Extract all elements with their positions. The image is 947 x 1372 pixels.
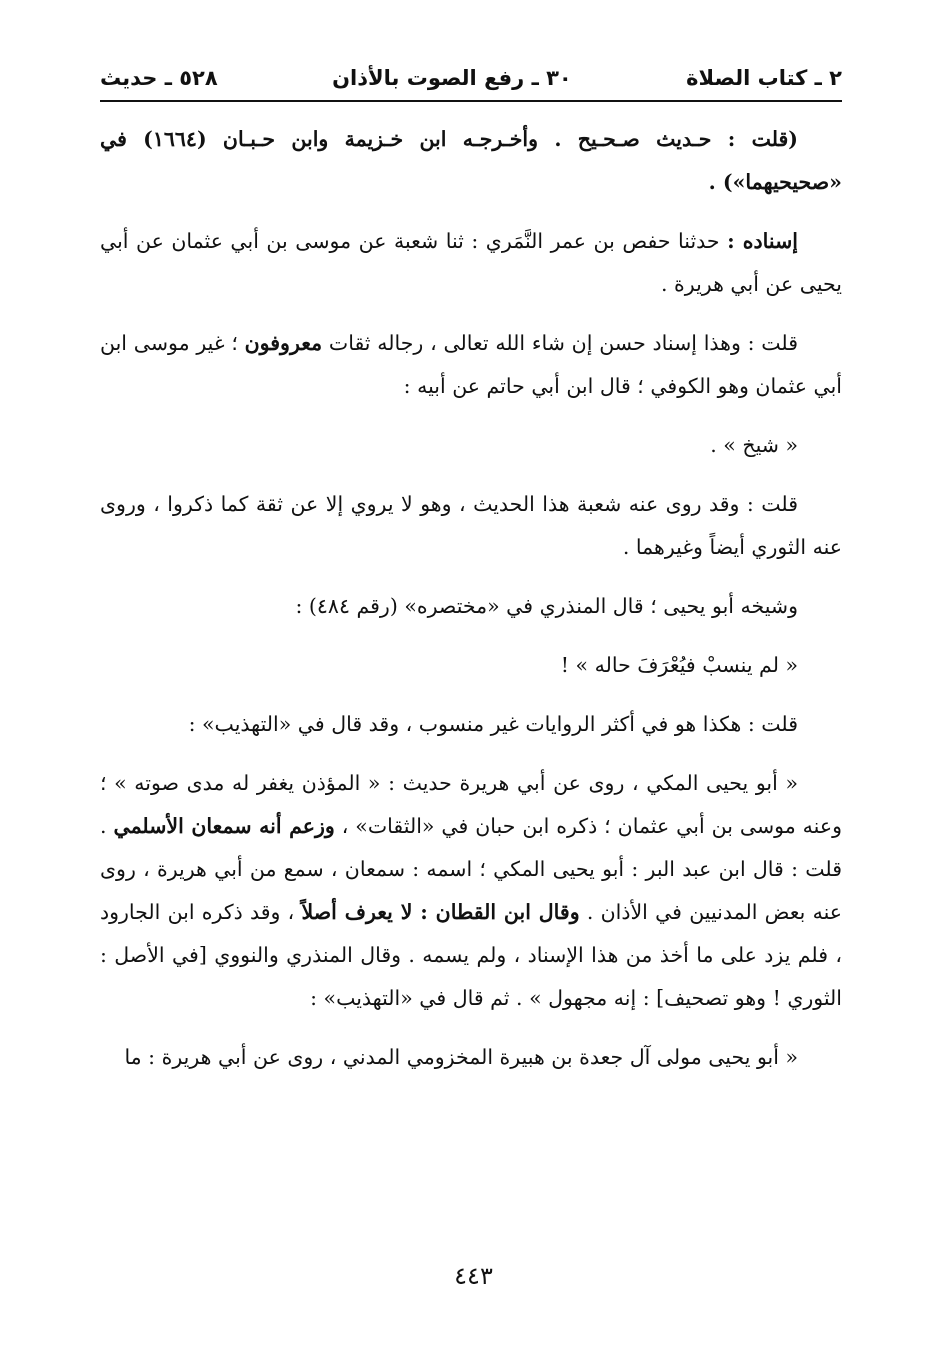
paragraph-2 [100,220,842,306]
running-header [100,58,842,98]
paragraph-8-text: قلت : هكذا هو في أكثر الروايات غير منسوب ، وقد قال في «التهذيب» : [188,712,798,736]
paragraph-3-bold: معروفون [244,331,323,355]
paragraph-6 [100,585,842,628]
paragraph-3 [100,322,842,408]
paragraph-9-bold-d: وقال ابن القطان : لا يعرف أصلاً [301,900,580,924]
page-number: ٤٤٣ [454,1262,493,1290]
paragraph-10-text: « أبو يحيى مولى آل جعدة بن هبيرة المخزومي المدني ، روى عن أبي هريرة : ما [124,1045,798,1069]
paragraph-7 [100,644,842,687]
paragraph-9-text-a: « أبو يحيى المكي ، روى عن أبي هريرة حديث : « المؤذن يغفر له مدى صوته » ؛ وعنه موسى بن أبي عثمان ؛ ذكره ابن حبان في «الثقات» ، [100,771,842,838]
header-divider [100,100,842,102]
paragraph-10 [100,1036,842,1079]
paragraph-2-text: حدثنا حفص بن عمر النَّمَري : ثنا شعبة عن موسى بن أبي عثمان عن أبي يحيى عن أبي هريرة . [100,229,842,296]
paragraph-4 [100,424,842,467]
paragraph-9-text-c: . قلت : قال ابن عبد البر : أبو يحيى المكي ؛ اسمه : سمعان ، سمع من أبي هريرة ، روى عنه بعض المدنيين في الأذان . [100,814,843,924]
paragraph-6-text: وشيخه أبو يحيى ؛ قال المنذري في «مختصره» (رقم ٤٨٤) : [295,594,798,618]
header-book-chapter: ٢ ـ كتاب الصلاة [686,66,842,90]
paragraph-9-text-e: ، وقد ذكره ابن الجارود ، فلم يزد على ما أخذ من هذا الإسناد ، ولم يسمه . وقال المنذري والنووي [في الأصل : الثوري ! وهو تصحيف] : إنه مجهول » . ثم قال في «التهذيب» : [100,900,842,1010]
paragraph-3-text-a: قلت : وهذا إسناد حسن إن شاء الله تعالى ، رجاله ثقات [322,331,799,355]
paragraph-5-text: قلت : وقد روى عنه شعبة هذا الحديث ، وهو لا يروي إلا عن ثقة كما ذكروا ، وروى عنه الثوري أيضاً وغيرهما . [100,492,842,559]
paragraph-4-text: « شيخ » . [710,433,798,457]
paragraph-1 [100,118,842,204]
paragraph-9 [100,762,842,1020]
paragraph-1-text: (قلت : حـديث صـحـيح . وأخـرجـه ابن خـزيمة وابن حـبـان (١٦٦٤) في «صحيحيهما») . [100,127,842,194]
body-text [100,118,842,1095]
paragraph-8 [100,703,842,746]
paragraph-9-bold-b: وزعم أنه سمعان الأسلمي [113,814,335,838]
header-section-title: ٣٠ ـ رفع الصوت بالأذان [332,66,572,90]
paragraph-3-text-c: ؛ غير موسى ابن أبي عثمان وهو الكوفي ؛ قال ابن أبي حاتم عن أبيه : [100,331,842,398]
isnad-label: إسناده : [727,229,798,253]
header-hadith-number: ٥٢٨ ـ حديث [100,66,218,90]
paragraph-5 [100,483,842,569]
paragraph-7-text: « لم ينسبْ فيُعْرَفَ حاله » ! [560,653,798,677]
